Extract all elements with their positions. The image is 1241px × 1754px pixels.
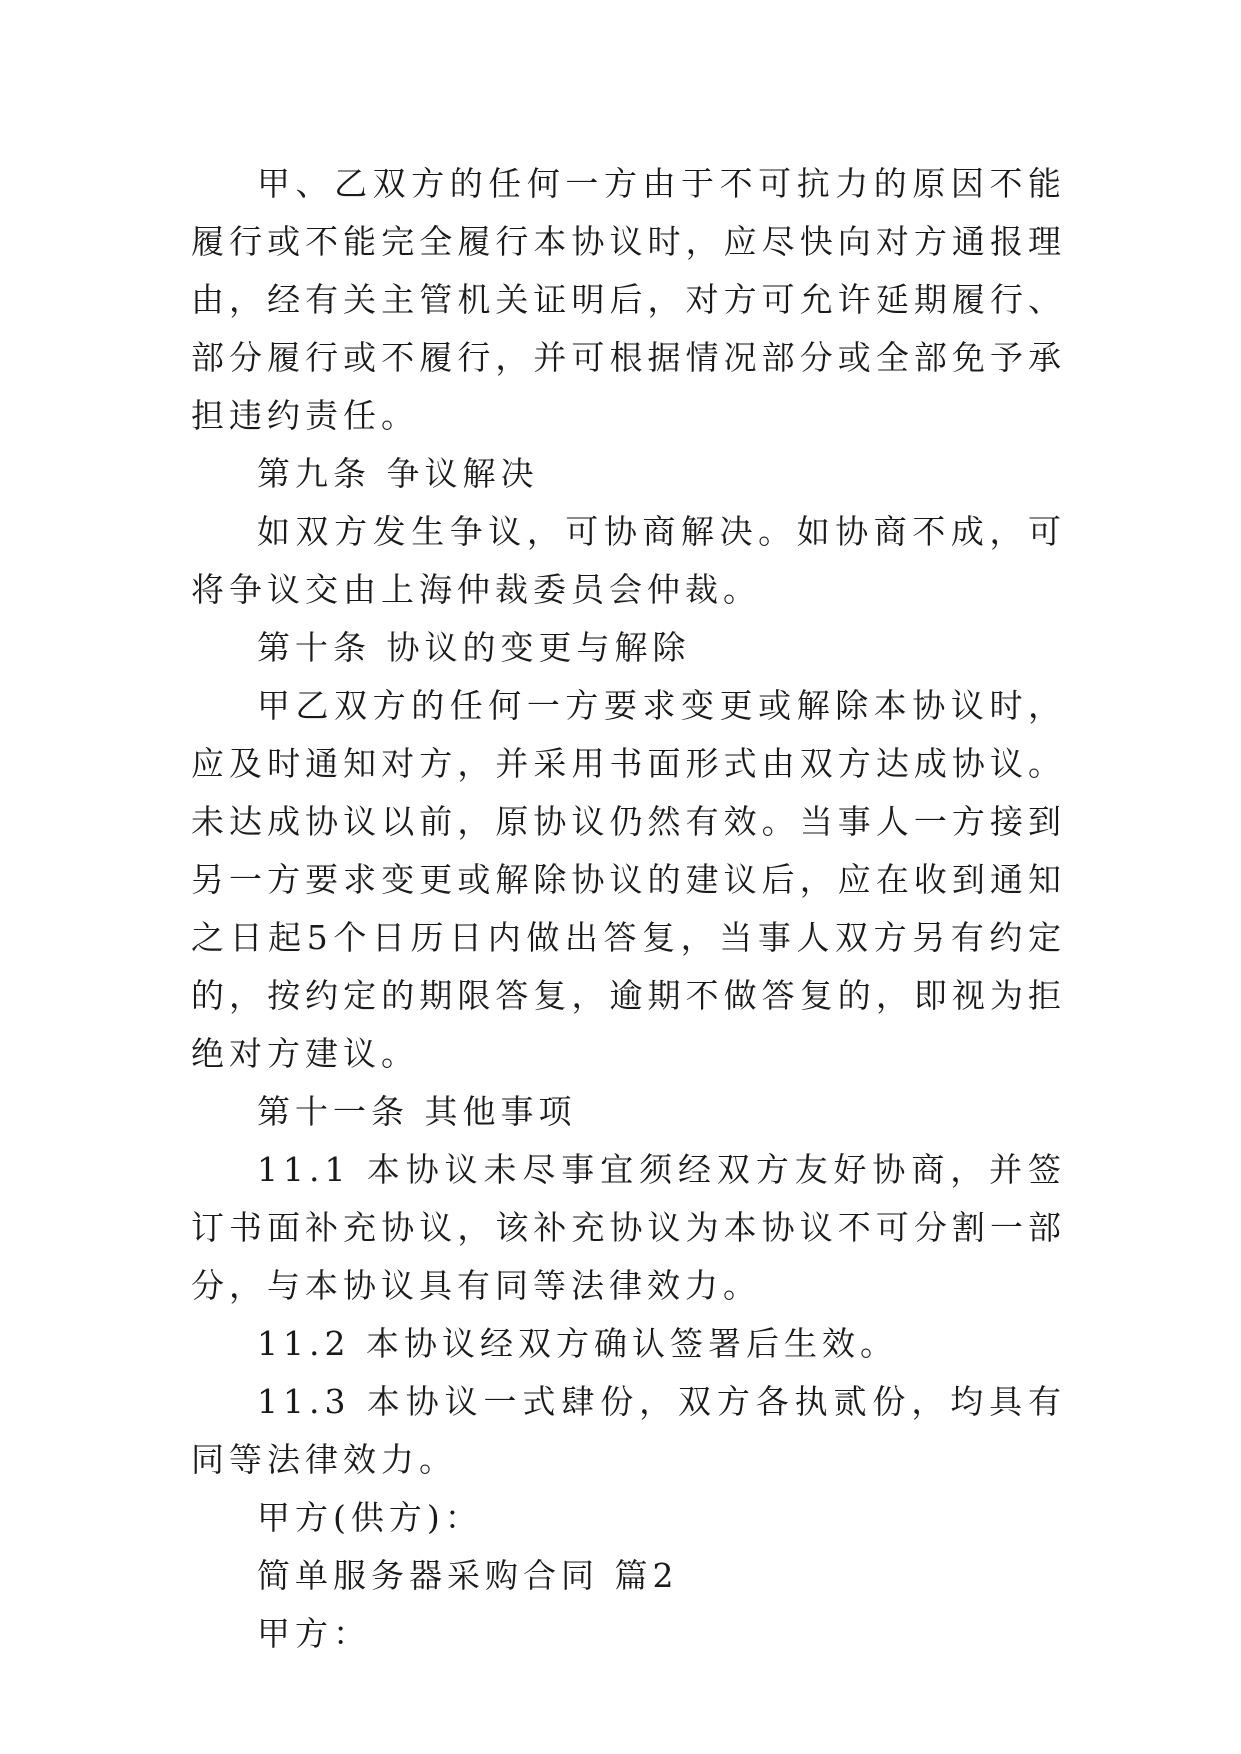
- clause-11-1-paragraph: 11.1 本协议未尽事宜须经双方友好协商，并签订书面补充协议，该补充协议为本协议不可分割一部分，与本协议具有同等法律效力。: [191, 1150, 1066, 1305]
- dispute-resolution-paragraph: 如双方发生争议，可协商解决。如协商不成，可将争议交由上海仲裁委员会仲裁。: [191, 512, 1066, 609]
- article-10-heading: 第十条 协议的变更与解除: [257, 628, 691, 667]
- document-page: [191, 155, 1066, 1663]
- contract-title-section-2: 简单服务器采购合同 篇2: [257, 1556, 679, 1595]
- amendment-termination-paragraph: 甲乙双方的任何一方要求变更或解除本协议时，应及时通知对方，并采用书面形式由双方达成协议。未达成协议以前，原协议仍然有效。当事人一方接到另一方要求变更或解除协议的建议后，应在收到通知之日起5个日历日内做出答复，当事人双方另有约定的，按约定的期限答复，逾期不做答复的，即视为拒绝对方建议。: [191, 686, 1066, 1073]
- party-a-supplier-label: 甲方(供方)：: [257, 1498, 483, 1537]
- clause-11-3-paragraph: 11.3 本协议一式肆份，双方各执贰份，均具有同等法律效力。: [191, 1382, 1066, 1479]
- article-9-heading: 第九条 争议解决: [257, 454, 539, 493]
- force-majeure-paragraph: 甲、乙双方的任何一方由于不可抗力的原因不能履行或不能完全履行本协议时，应尽快向对方通报理由，经有关主管机关证明后，对方可允许延期履行、部分履行或不履行，并可根据情况部分或全部免予承担违约责任。: [191, 164, 1066, 435]
- party-a-label: 甲方：: [257, 1614, 371, 1653]
- article-11-heading: 第十一条 其他事项: [257, 1092, 577, 1131]
- clause-11-2-paragraph: 11.2 本协议经双方确认签署后生效。: [257, 1324, 898, 1363]
